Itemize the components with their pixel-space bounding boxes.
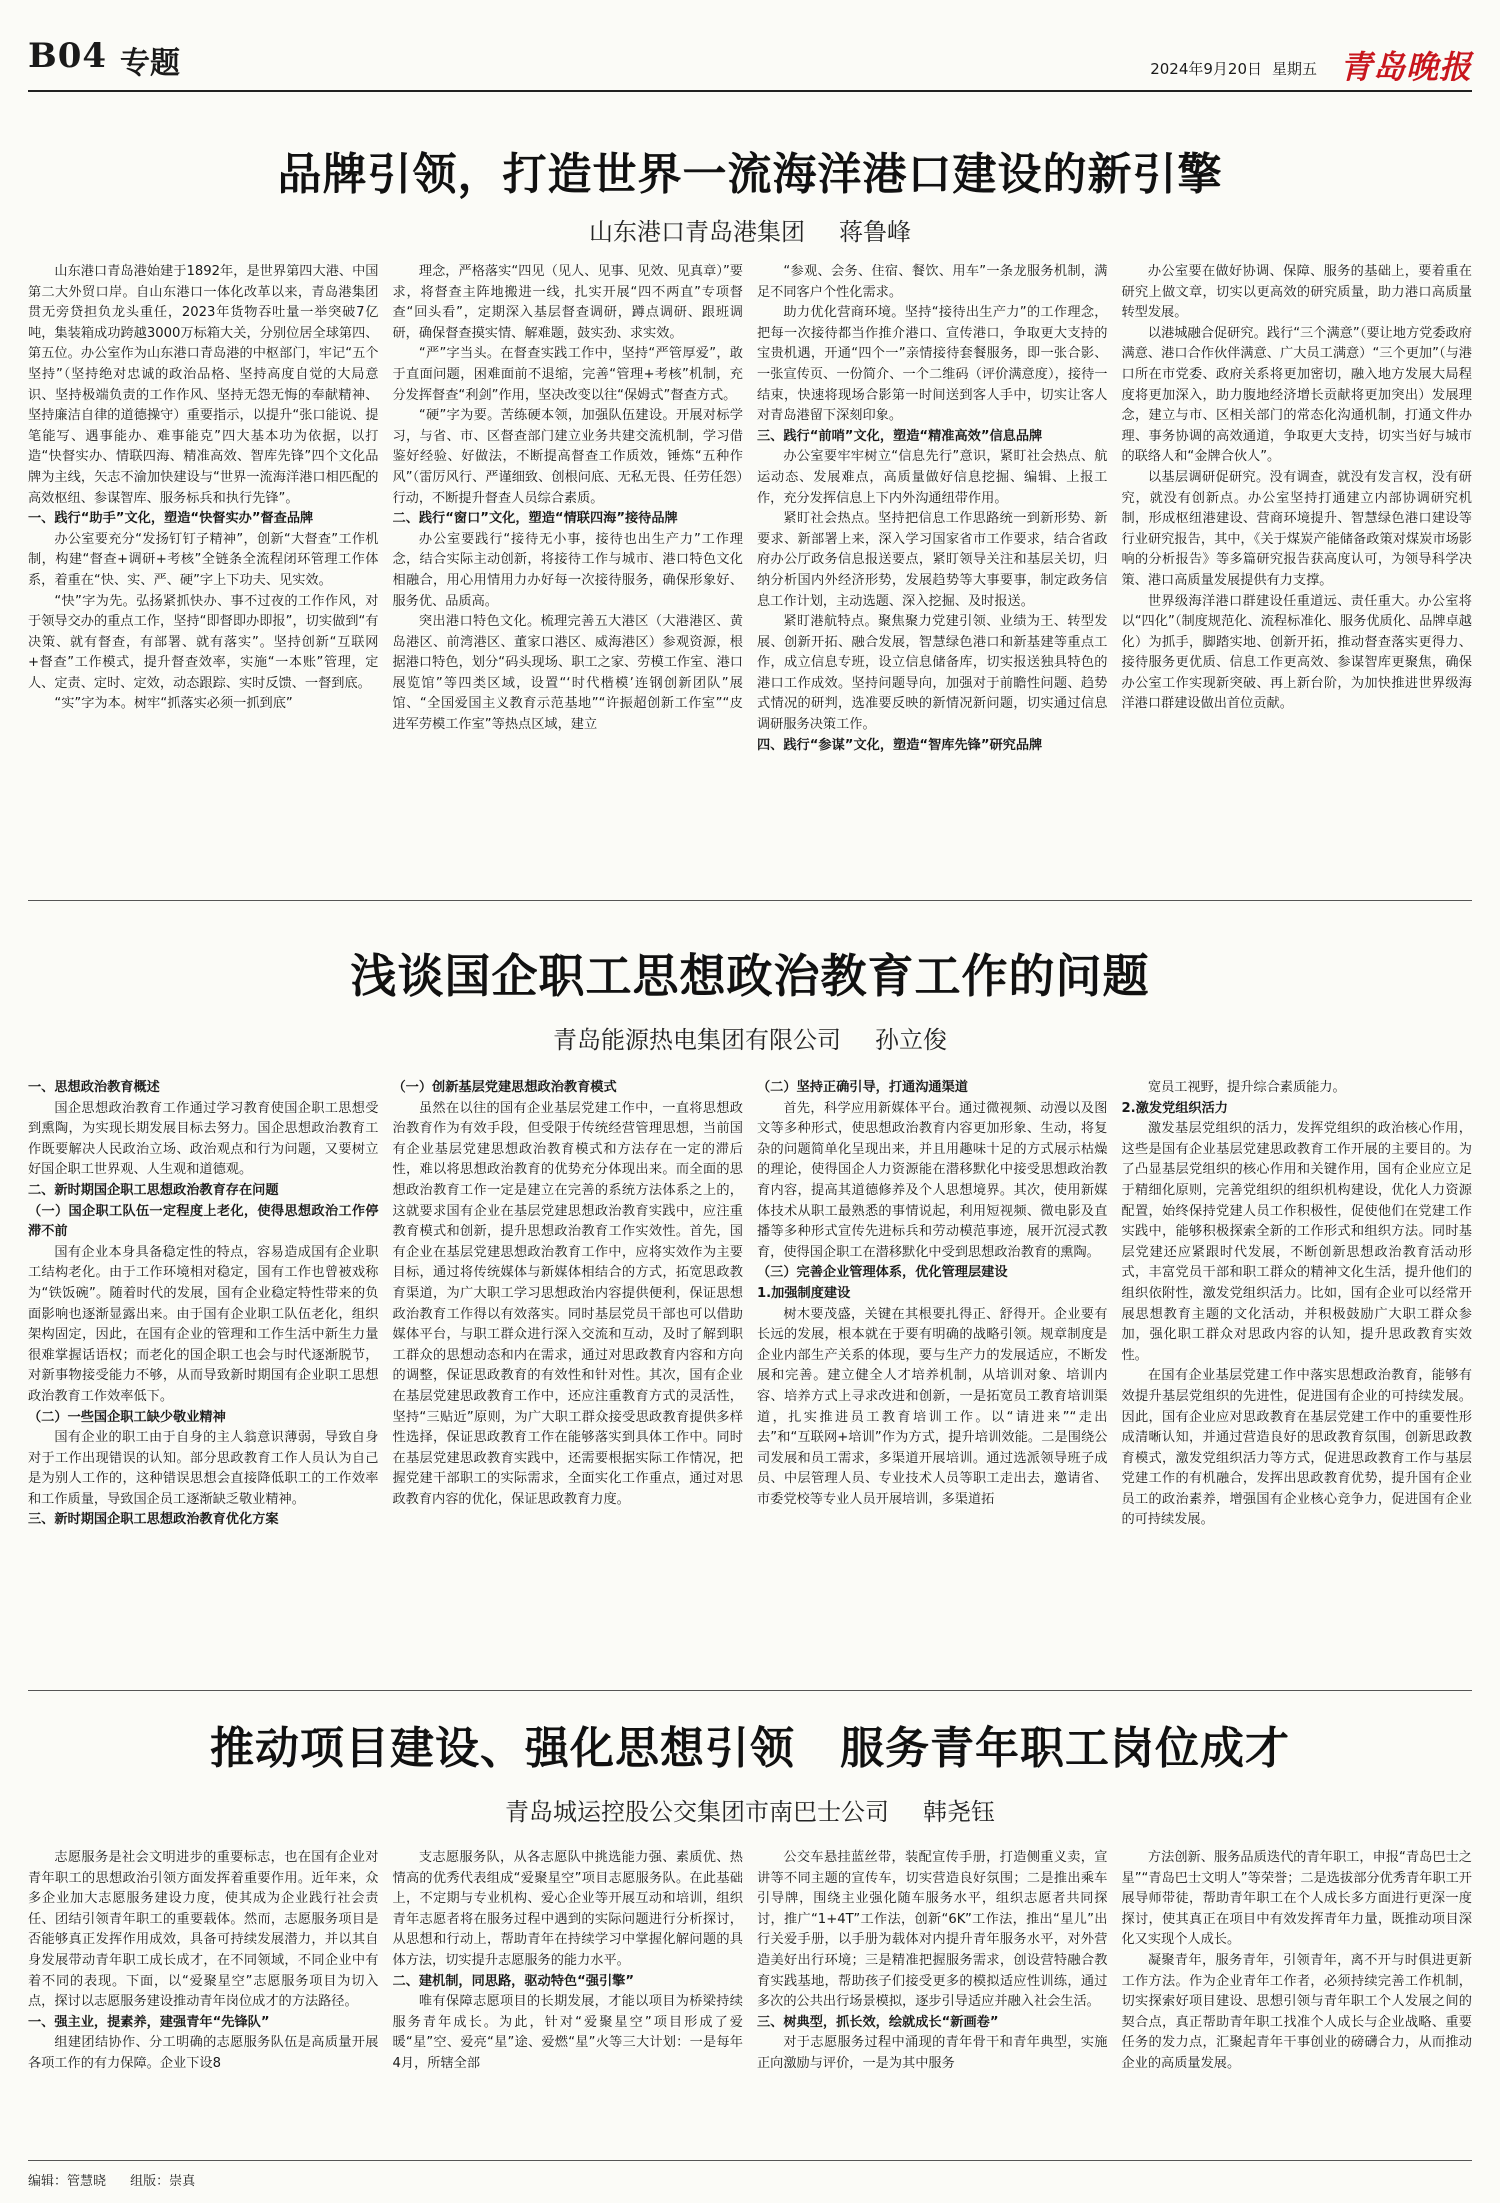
subheading: 二、建机制，同思路，驱动特色“强引擎”: [392, 1973, 635, 1989]
section-title: 专题: [120, 46, 180, 81]
article-1-title: 品牌引领，打造世界一流海洋港口建设的新引擎: [277, 149, 1223, 200]
paragraph: “快”字为先。弘扬紧抓快办、事不过夜的工作作风，对于领导交办的重点工作，坚持“即督即办即报”，切实做到“有决策、就有督查，有部署、就有落实”。坚持创新“互联网+督查”工作模式，提升督查效率，实施“一本账”管理，定人、定责、定时、定效，动态跟踪、实时反馈、一督到底。: [28, 593, 379, 691]
subheading: 一、践行“助手”文化，塑造“快督实办”督查品牌: [28, 511, 314, 527]
paragraph: 世界级海洋港口群建设任重道远、责任重大。办公室将以“四化”（制度规范化、流程标准化、服务优质化、品牌卓越化）为抓手，脚踏实地、创新开拓，推动督查落实更得力、接待服务更优质、信息工作更高效、参谋智库更聚焦，确保办公室工作实现新突破、再上新台阶，为加快推进世界级海洋港口群建设做出首位贡献。: [1121, 593, 1472, 712]
subheading: 三、践行“前哨”文化，塑造“精准高效”信息品牌: [757, 428, 1043, 444]
paragraph: 志愿服务是社会文明进步的重要标志，也在国有企业对青年职工的思想政治引领方面发挥着重要作用。近年来，众多企业加大志愿服务建设力度，使其成为企业践行社会责任、团结引领青年职工的重要载体。然而，志愿服务项目是否能够真正发挥作用成效，具备可持续发展潜力，并以其自身发展带动青年职工成长成才，在不同领域，不同企业中有着不同的表现。下面，以“爱聚星空”志愿服务项目为切入点，探讨以志愿服务建设推动青年岗位成才的方法路径。: [28, 1850, 379, 2010]
article-2-title: 浅谈国企职工思想政治教育工作的问题: [350, 949, 1150, 1003]
article-3-column-2: [393, 1848, 744, 2153]
issue-weekday: 星期五: [1271, 60, 1317, 78]
article-1-column-1: [28, 262, 379, 882]
page-number: B04: [28, 36, 108, 76]
page-header: [28, 28, 1472, 92]
subheading: 一、强主业，提素养，建强青年“先锋队”: [28, 2014, 270, 2030]
subheading: （一）创新基层党建思想政治教育模式: [392, 1080, 617, 1095]
subheading: 四、践行“参谋”文化，塑造“智库先锋”研究品牌: [757, 737, 1043, 753]
article-1-column-2: [393, 262, 744, 882]
article-3-body: [28, 1848, 1472, 2153]
paragraph: “参观、会务、住宿、餐饮、用车”一条龙服务机制，满足不同客户个性化需求。: [757, 264, 1108, 300]
paragraph: 理念，严格落实“四见（见人、见事、见效、见真章）”要求，将督查主阵地搬进一线，扎实开展“四不两直”专项督查“回头看”，定期深入基层督查调研，蹲点调研、跟班调研，确保督查摸实情、解难题，鼓实劲、求实效。: [392, 264, 743, 341]
paragraph: 首先，科学应用新媒体平台。通过微视频、动漫以及图文等多种形式，使思想政治教育内容更加形象、生动，将复杂的问题简单化呈现出来，并且用趣味十足的方式展示枯燥的理论，使得国企人力资源能在潜移默化中接受思想政治教育内容，提高其道德修养及个人思想境界。其次，使用新媒体技术从职工最熟悉的事情说起，利用短视频、微电影及直播等多种形式宣传先进标兵和劳动模范事迹，展开沉浸式教育，使得国企职工在潜移默化中受到思想政治教育的熏陶。: [757, 1100, 1108, 1260]
subheading: （一）国企职工队伍一定程度上老化，使得思想政治工作停滞不前: [28, 1203, 379, 1240]
article-2-column-1: [28, 1078, 379, 1668]
article-3-author: 韩尧钰: [923, 1798, 995, 1826]
paragraph: 组建团结协作、分工明确的志愿服务队伍是高质量开展各项工作的有力保障。企业下设8: [28, 2035, 379, 2071]
subheading: 三、新时期国企职工思想政治教育优化方案: [28, 1512, 279, 1528]
paragraph: 支志愿服务队，从各志愿队中挑选能力强、素质优、热情高的优秀代表组成“爱聚星空”项目志愿服务队。在此基础上，不定期与专业机构、爱心企业等开展互动和培训，组织青年志愿者将在服务过程中遇到的实际问题进行分析探讨，从思想和行动上，帮助青年在持续学习中掌握化解问题的具体方法，切实提升志愿服务的能力水平。: [392, 1850, 743, 1968]
paragraph: 突出港口特色文化。梳理完善五大港区（大港港区、黄岛港区、前湾港区、董家口港区、威海港区）参观资源，根据港口特色，划分“码头现场、职工之家、劳模工作室、港口展览馆”等四类区域，设置“‘时代楷模’连钢创新团队”展馆、“全国爱国主义教育示范基地”“许振超创新工作室”“皮进军劳模工作室”等热点区域，建立: [392, 614, 743, 733]
subheading: 二、践行“窗口”文化，塑造“情联四海”接待品牌: [392, 511, 678, 527]
paragraph: 方法创新、服务品质迭代的青年职工，申报“青岛巴士之星”“青岛巴士文明人”等荣誉；二是选拔部分优秀青年职工开展导师带徒，帮助青年职工在个人成长多方面进行更深一度探讨，使其真正在项目中有效发挥青年力量，既推动项目深化又实现个人成长。: [1121, 1850, 1472, 1948]
paragraph: 办公室要充分“发扬钉钉子精神”，创新“大督查”工作机制，构建“督查+调研+考核”全链条全流程闭环管理工作体系，着重在“快、实、严、硬”字上下功夫、见实效。: [28, 531, 379, 588]
subheading: 1.加强制度建设: [757, 1285, 851, 1301]
paragraph: 树木要茂盛，关键在其根要扎得正、舒得开。企业要有长远的发展，根本就在于要有明确的战略引领。规章制度是企业内部生产关系的体现，要与生产力的发展适应，不断发展和完善。建立健全人才培养机制，从培训对象、培训内容、培养方式上寻求改进和创新，一是拓宽员工教育培训渠道，扎实推进员工教育培训工作。以“请进来”“走出去”和“互联网+培训”作为方式，提升培训效能。二是围绕公司发展和员工需求，多渠道开展培训。通过选派领导班子成员、中层管理人员、专业技术人员等职工走出去，邀请省、市委党校等专业人员开展培训，多渠道拓: [757, 1306, 1108, 1507]
paragraph: 凝聚青年，服务青年，引领青年，离不开与时俱进更新工作方法。作为企业青年工作者，必须持续完善工作机制，切实探索好项目建设、思想引领与青年职工个人发展之间的契合点，真正帮助青年职工找准个人成长与企业战略、重要任务的发力点，汇聚起青年干事创业的磅礴合力，从而推动企业的高质量发展。: [1121, 1952, 1472, 2071]
paragraph: 山东港口青岛港始建于1892年，是世界第四大港、中国第二大外贸口岸。自山东港口一体化改革以来，青岛港集团贯无旁贷担负龙头重任，2023年货物吞吐量一举突破7亿吨，集装箱成功跨越3000万标箱大关，分别位居全球第四、第五位。办公室作为山东港口青岛港的中枢部门，牢记“五个坚持”（坚持绝对忠诚的政治品格、坚持高度自觉的大局意识、坚持极端负责的工作作风、坚持无怨无悔的奉献精神、坚持廉洁自律的道德操守）重要指示，以提升“张口能说、提笔能写、遇事能办、难事能克”四大基本功为依据，以打造“快督实办、情联四海、精准高效、智库先锋”四个文化品牌为主线，矢志不渝加快建设与“世界一流海洋港口相匹配的高效枢纽、参谋智库、服务标兵和执行先锋”。: [28, 264, 379, 506]
layout-credit: 组版：崇真: [130, 2174, 196, 2189]
paragraph: 办公室要牢牢树立“信息先行”意识，紧盯社会热点、航运动态、发展难点，高质量做好信息挖掘、编辑、上报工作，充分发挥信息上下内外沟通纽带作用。: [757, 449, 1108, 506]
footer-divider: [28, 2160, 1472, 2161]
paragraph: 国有企业本身具备稳定性的特点，容易造成国有企业职工结构老化。由于工作环境相对稳定，国有工作也曾被戏称为“铁饭碗”。随着时代的发展，国有企业稳定特性带来的负面影响也逐渐显露出来。由于国有企业职工队伍老化，组织架构固定，因此，在国有企业的管理和工作生活中新生力量很难掌握话语权；而老化的国企职工也会与时代逐渐脱节，对新事物接受能力不够，从而导致新时期国有企业职工思想政治教育工作效率低下。: [28, 1244, 379, 1404]
paragraph: 国有企业的职工由于自身的主人翁意识薄弱，导致自身对于工作出现错误的认知。部分思政教育工作人员认为自己是为别人工作的，这种错误思想会直接降低职工的工作效率和工作质量，导致国企员工逐渐缺乏敬业精神。: [28, 1430, 379, 1507]
page-footer: [28, 2170, 195, 2189]
subheading: （二）一些国企职工缺少敬业精神: [28, 1409, 226, 1425]
subheading: 二、新时期国企职工思想政治教育存在问题: [28, 1182, 279, 1198]
subheading: 三、树典型，抓长效，绘就成长“新画卷”: [757, 2014, 999, 2030]
article-1-body: [28, 262, 1472, 882]
paragraph: “硬”字为要。苦练硬本领，加强队伍建设。开展对标学习，与省、市、区督查部门建立业务共建交流机制，学习借鉴好经验、好做法，不断提高督查工作质效，锤炼“五种作风”（雷厉风行、严谨细致、创根问底、无私无畏、任劳任怨）行动，不断提升督查人员综合素质。: [392, 408, 743, 506]
paragraph: 办公室要践行“接待无小事，接待也出生产力”工作理念，结合实际主动创新，将接待工作与城市、港口特色文化相融合，用心用情用力办好每一次接待服务，确保形象好、服务优、品质高。: [392, 531, 743, 609]
article-1-byline: [28, 212, 1472, 247]
subheading: 一、思想政治教育概述: [28, 1080, 160, 1095]
paragraph: 对于志愿服务过程中涌现的青年骨干和青年典型，实施正向激励与评价，一是为其中服务: [757, 2035, 1108, 2071]
newspaper-masthead: 青岛晚报: [1339, 48, 1472, 86]
article-2-body: [28, 1078, 1472, 1668]
paragraph: 以基层调研促研究。没有调查，就没有发言权，没有研究，就没有创新点。办公室坚持打通建立内部协调研究机制，形成枢纽港建设、营商环境提升、智慧绿色港口建设等行业研究报告，其中，《关于煤炭产能储备政策对煤炭市场影响的分析报告》等多篇研究报告获高度认可，为领导科学决策、港口高质量发展提供有力支撑。: [1121, 469, 1472, 588]
paragraph: 紧盯港航特点。聚焦聚力党建引领、业绩为王、转型发展、创新开拓、融合发展，智慧绿色港口和新基建等重点工作，成立信息专班，设立信息储备库，切实报送独具特色的港口工作成效。坚持问题导向，加强对于前瞻性问题、趋势式情况的研判，选准要反映的新情况新问题，切实通过信息调研服务决策工作。: [757, 614, 1108, 733]
paragraph: 在国有企业基层党建工作中落实思想政治教育，能够有效提升基层党组织的先进性，促进国有企业的可持续发展。因此，国有企业应对思政教育在基层党建工作中的重要性形成清晰认知，并通过营造良好的思政教育氛围，创新思政教育模式，激发党组织活力等方式，促进思政教育工作与基层党建工作的有机融合，发挥出思政教育优势，提升国有企业员工的政治素养，增强国有企业核心竞争力，促进国有企业的可持续发展。: [1121, 1368, 1472, 1528]
paragraph: 紧盯社会热点。坚持把信息工作思路统一到新形势、新要求、新部署上来，深入学习国家省市工作要求，结合省政府办公厅政务信息报送要点，紧盯领导关注和基层关切，归纳分析国内外经济形势，发展趋势等大事要事，制定政务信息工作计划，主动选题、深入挖掘、及时报送。: [757, 511, 1108, 609]
paragraph: 国企思想政治教育工作通过学习教育使国企职工思想受到熏陶，为实现长期发展目标去努力。国企思想政治教育工作既要解决人民政治立场、政治观点和行为问题，又要树立好国企职工世界观、人生观和道德观。: [28, 1100, 379, 1178]
paragraph: 虽然在以往的国有企业基层党建工作中，一直将思想政治教育作为有效手段，但受限于传统经营管理思想，当前国有企业基层党建思想政治教育模式和方法存在一定的滞后性，难以将思想政治教育的优势充分体现出来。而全面的思想政治教育工作一定是建立在完善的系统方法体系之上的，这就要求国有企业在基层党建思想政治教育实践中，应注重教育模式和创新，提升思想政治教育工作实效性。首先，国有企业在基层党建思想政治教育工作中，应将实效作为主要目标，通过将传统媒体与新媒体相结合的方式，拓宽思政教育渠道，为广大职工学习思想政治内容提供便利，保证思想政治教育工作得以有效落实。同时基层党员干部也可以借助媒体平台，与职工群众进行深入交流和互动，及时了解到职工群众的思想动态和内在需求，通过对思政教育内容和方向的调整，保证思政教育的有效性和针对性。其次，国有企业在基层党建思政教育工作中，还应注重教育方式的灵活性，坚持“三贴近”原则，为广大职工群众接受思政教育提供多样性选择，保证思政教育工作在能够落实到具体工作中。同时在基层党建思政教育实践中，还需要根据实际工作情况，把握党建干部职工的实际需求，全面实化工作重点，通过对思政教育内容的优化，保证思政教育力度。: [392, 1100, 743, 1507]
article-2-column-2: [393, 1078, 744, 1668]
issue-date: 2024年9月20日: [1150, 60, 1262, 78]
paragraph: 唯有保障志愿项目的长期发展，才能以项目为桥梁持续服务青年成长。为此，针对“爱聚星空”项目形成了爱暖“星”空、爱亮“星”途、爱燃“星”火等三大计划：一是每年4月，所辖全部: [392, 1994, 743, 2071]
article-1-author: 蒋鲁峰: [839, 218, 911, 246]
paragraph: “严”字当头。在督查实践工作中，坚持“严管厚爱”，敢于直面问题，困难面前不退缩，完善“管理+考核”机制，充分发挥督查“利剑”作用，坚决改变以往“保姆式”督查方式。: [392, 346, 743, 403]
article-2-author: 孙立俊: [875, 1026, 947, 1054]
article-3-column-1: [28, 1848, 379, 2153]
article-divider: [28, 1690, 1472, 1691]
paragraph: 助力优化营商环境。坚持“接待出生产力”的工作理念，把每一次接待都当作推介港口、宣传港口，争取更大支持的宝贵机遇，开通“四个一”亲情接待套餐服务，即一张合影、一张宣传页、一份简介、一个二维码（评价满意度），接待一结束，快速将现场合影第一时间送到客人手中，切实让客人对青岛港留下深刻印象。: [757, 305, 1108, 424]
subheading: 2.激发党组织活力: [1121, 1100, 1228, 1116]
article-2-column-3: [757, 1078, 1108, 1668]
article-1-column-4: [1122, 262, 1473, 882]
subheading: （三）完善企业管理体系，优化管理层建设: [757, 1265, 1008, 1281]
article-3-byline: [28, 1792, 1472, 1827]
article-2-column-4: [1122, 1078, 1473, 1668]
paragraph: 公交车悬挂蓝丝带，装配宣传手册，打造侧重义卖，宣讲等不同主题的宣传车，切实营造良好氛围；二是推出乘车引导牌，围绕主业强化随车服务水平，组织志愿者共同探讨，推广“1+4T”工作法，创新“6K”工作法，推出“星儿”出行关爱手册，以手册为载体对内提升青年服务水平，对外营造美好出行环境；三是精准把握服务需求，创设营特融合教育实践基地，帮助孩子们接受更多的模拟适应性训练，通过多次的公共出行场景模拟，逐步引导适应并融入社会生活。: [757, 1850, 1108, 2010]
article-3-title: 推动项目建设、强化思想引领 服务青年职工岗位成才: [210, 1723, 1290, 1774]
article-2-byline: [28, 1020, 1472, 1055]
editor-credit: 编辑：管慧晓: [28, 2174, 107, 2189]
article-1-column-3: [757, 262, 1108, 882]
article-3-column-3: [757, 1848, 1108, 2153]
article-3-org: 青岛城运控股公交集团市南巴士公司: [505, 1798, 889, 1826]
article-3-column-4: [1122, 1848, 1473, 2153]
paragraph: “实”字为本。树牢“抓落实必须一抓到底”: [54, 696, 293, 712]
article-2-org: 青岛能源热电集团有限公司: [553, 1026, 841, 1054]
paragraph: 宽员工视野，提升综合素质能力。: [1147, 1080, 1346, 1095]
paragraph: 办公室要在做好协调、保障、服务的基础上，要着重在研究上做文章，切实以更高效的研究质量，助力港口高质量转型发展。: [1121, 264, 1472, 321]
article-1-org: 山东港口青岛港集团: [589, 218, 805, 246]
paragraph: 激发基层党组织的活力，发挥党组织的政治核心作用，这些是国有企业基层党建思政教育工作开展的主要目的。为了凸显基层党组织的核心作用和关键作用，国有企业应立足于精细化原则，完善党组织的组织机构建设，优化人力资源配置，始终保持党建人员工作积极性，促使他们在党建工作实践中，能够积极探索全新的工作形式和组织方法。同时基层党建还应紧跟时代发展，不断创新思想政治教育活动形式，丰富党员干部和职工群众的精神文化生活，提升他们的组织依附性，激发党组织活力。比如，国有企业可以经常开展思想教育主题的文化活动，并积极鼓励广大职工群众参加，强化职工群众对思政内容的认知，提升思政教育实效性。: [1121, 1121, 1472, 1363]
article-divider: [28, 900, 1472, 901]
paragraph: 以港城融合促研究。践行“三个满意”（要让地方党委政府满意、港口合作伙伴满意、广大员工满意）“三个更加”（与港口所在市党委、政府关系将更加密切，融入地方发展大局程度将更加深入，助力腹地经济增长贡献将更加突出）发展理念，建立与市、区相关部门的常态化沟通机制，打通文件办理、事务协调的高效通道，争取更大支持，切实当好与城市的联络人和“金牌合伙人”。: [1121, 325, 1472, 465]
subheading: （二）坚持正确引导，打通沟通渠道: [757, 1080, 968, 1095]
